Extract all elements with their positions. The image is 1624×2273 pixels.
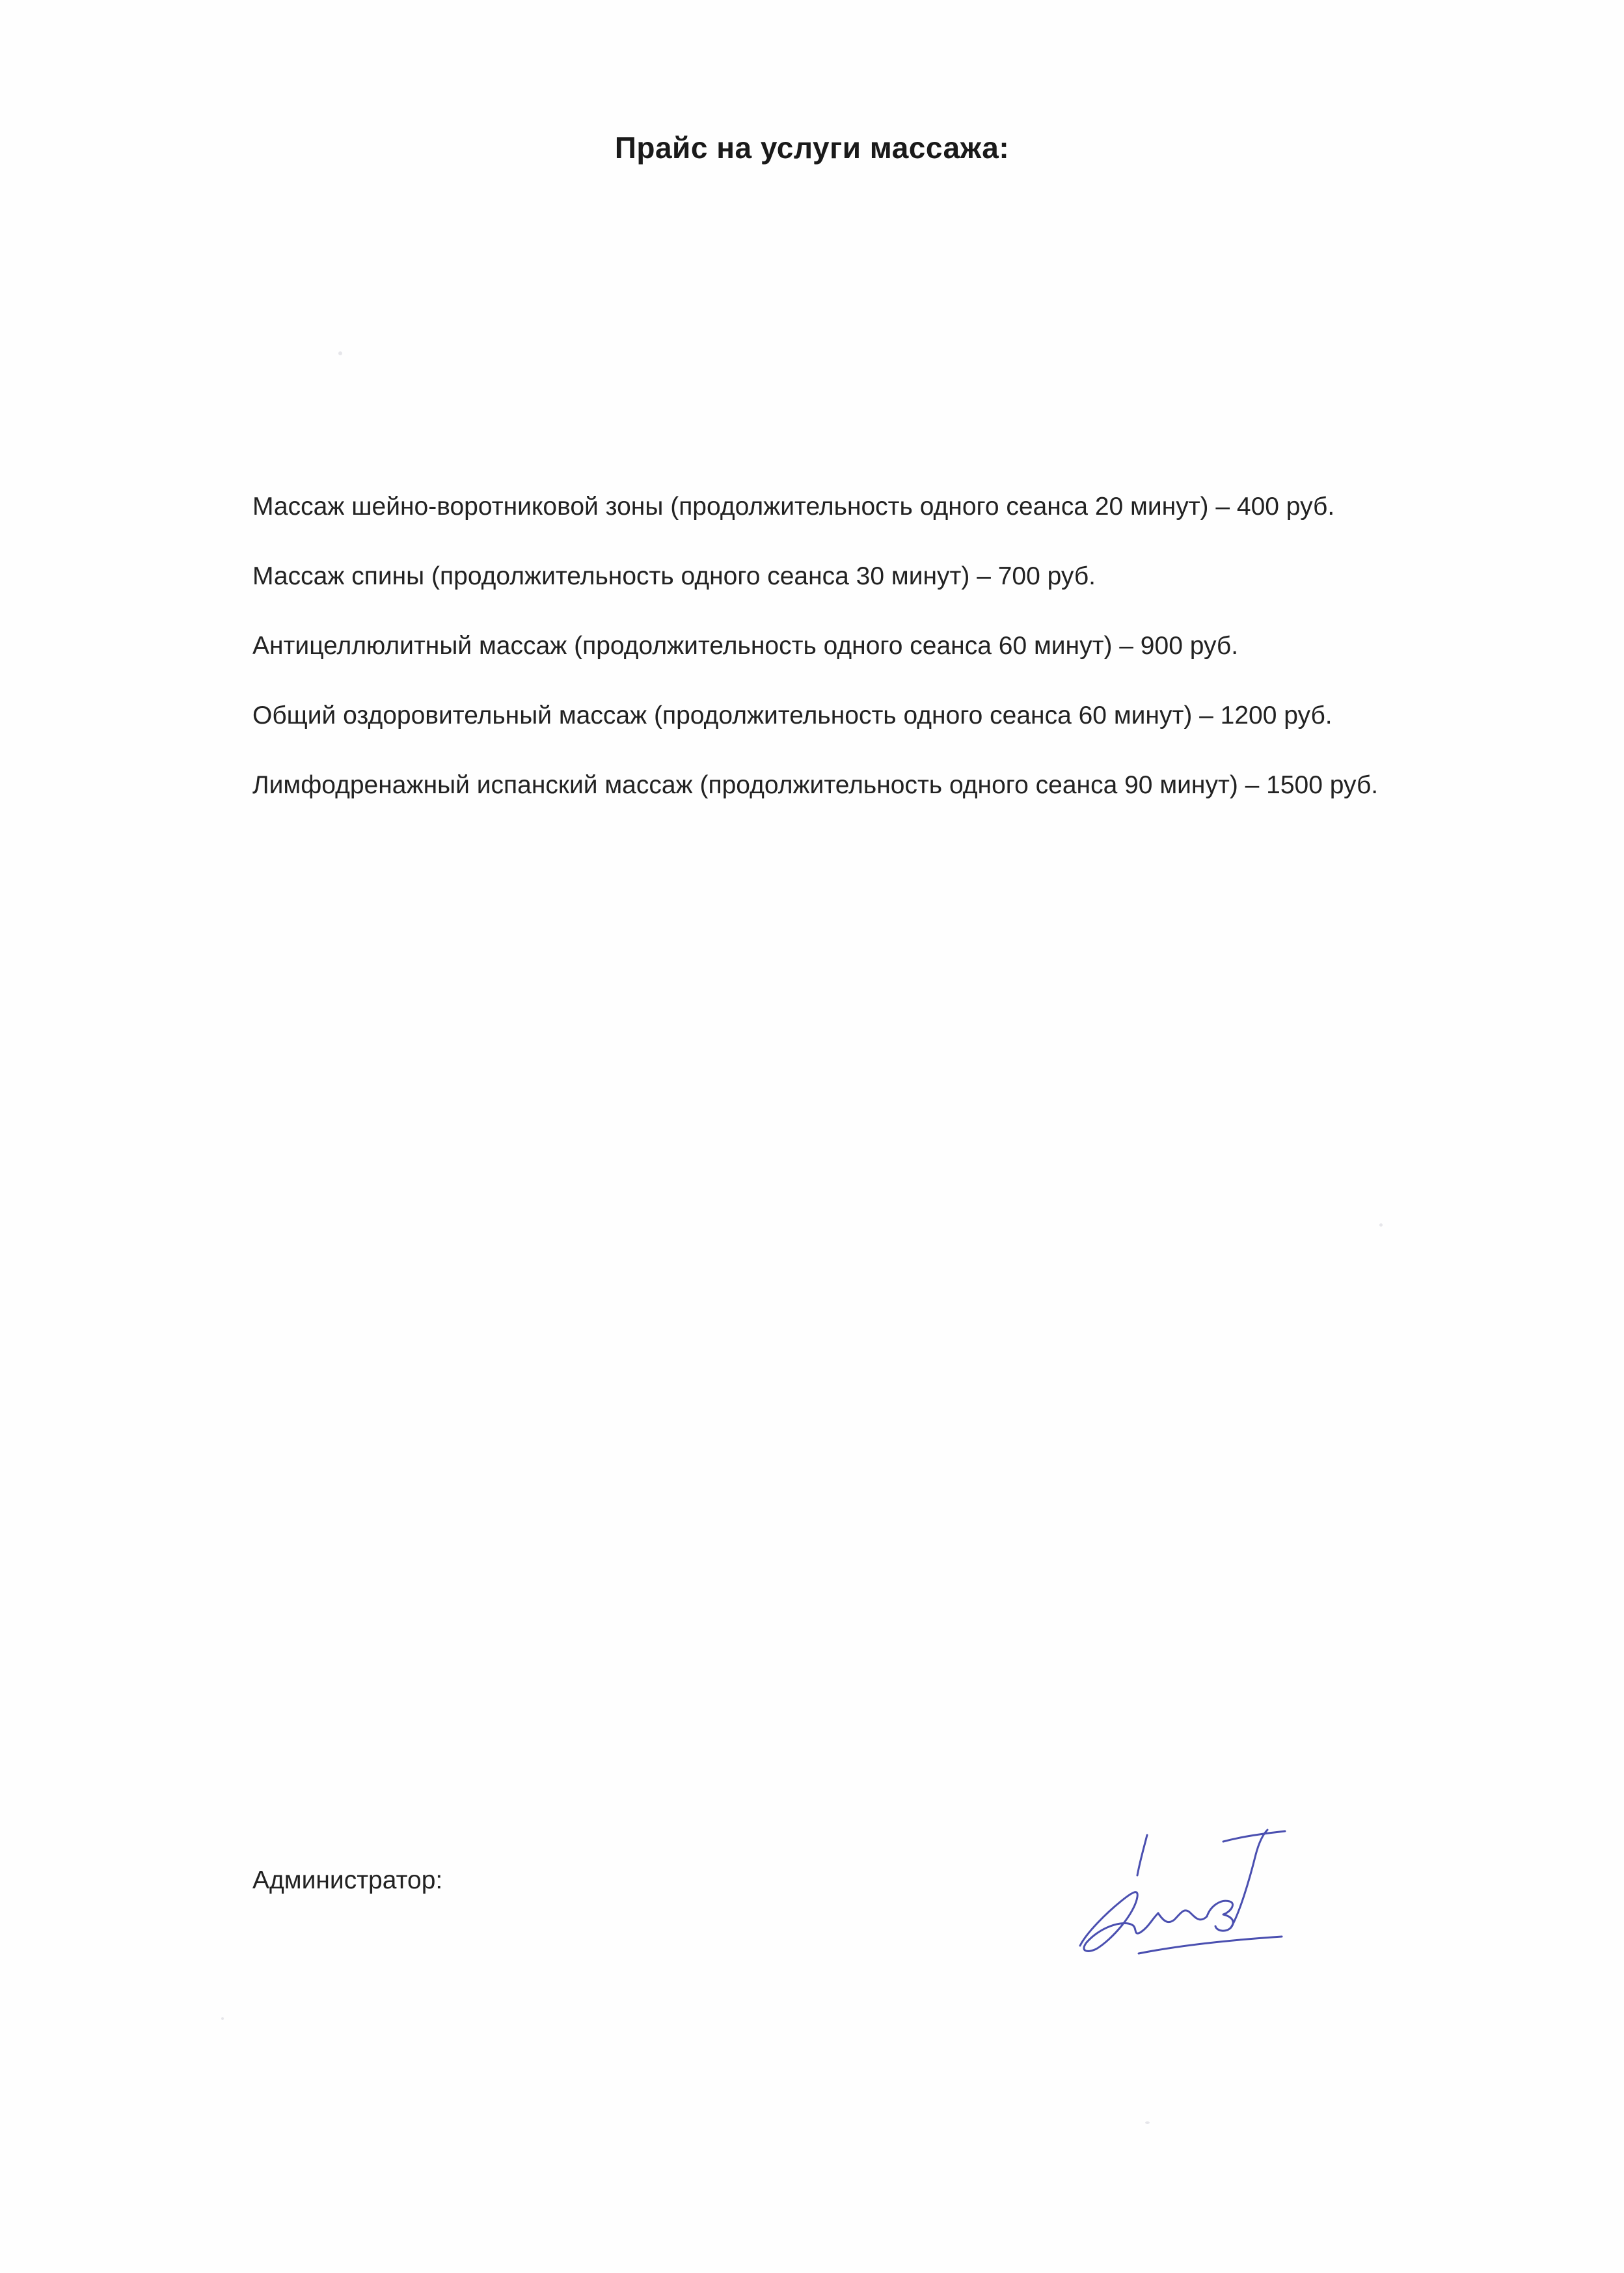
price-list-item: Антицеллюлитный массаж (продолжительность одного сеанса 60 минут) – 900 руб. xyxy=(252,632,1239,660)
scan-speck xyxy=(1145,2121,1150,2124)
price-list-item: Лимфодренажный испанский массаж (продолжительность одного сеанса 90 минут) – 1500 руб. xyxy=(252,771,1379,799)
price-list-item: Общий оздоровительный массаж (продолжительность одного сеанса 60 минут) – 1200 руб. xyxy=(252,701,1333,729)
signature-label: Администратор: xyxy=(252,1866,443,1894)
price-list-item: Массаж спины (продолжительность одного сеанса 30 минут) – 700 руб. xyxy=(252,562,1096,590)
scan-speck xyxy=(338,351,342,355)
page-title: Прайс на услуги массажа: xyxy=(614,131,1010,165)
scan-speck xyxy=(1379,1223,1383,1227)
price-list-item: Массаж шейно-воротниковой зоны (продолжительность одного сеанса 20 минут) – 400 руб. xyxy=(252,493,1335,521)
price-list xyxy=(252,489,1378,837)
handwritten-signature xyxy=(1061,1816,1295,1965)
scan-speck xyxy=(221,2017,224,2020)
